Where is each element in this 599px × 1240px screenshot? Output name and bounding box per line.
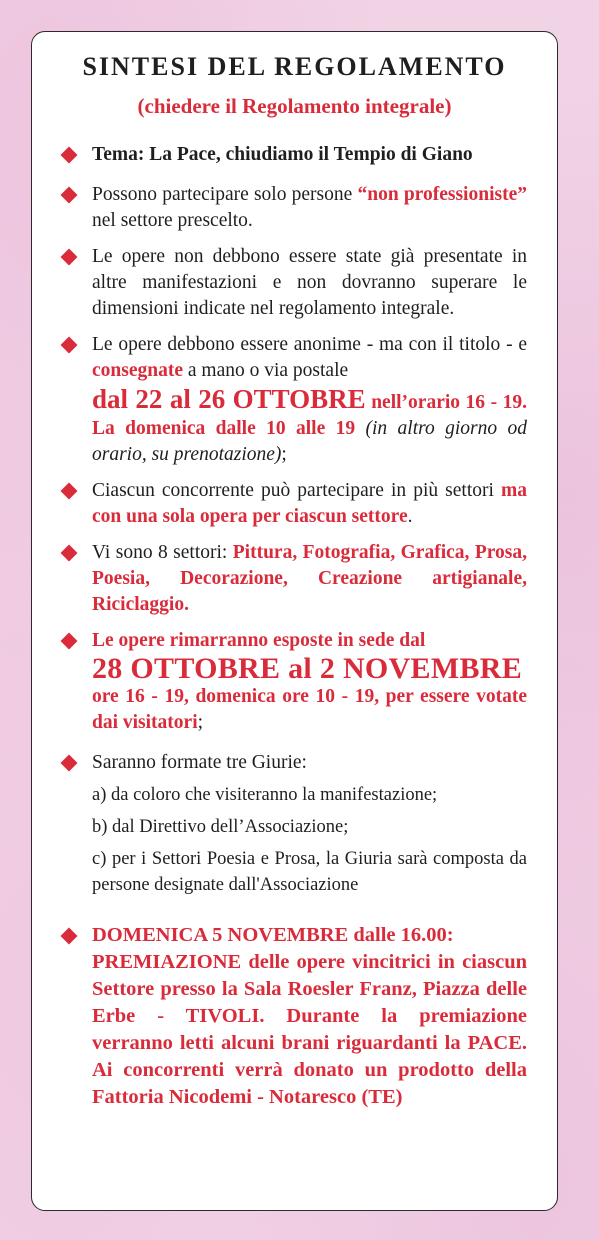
consegnate-highlight: consegnate — [92, 360, 183, 381]
rules-list — [62, 142, 527, 1111]
partecipare-text-end: nel settore prescelto. — [92, 210, 253, 231]
consegna-end: ; — [281, 444, 287, 465]
concorrente-end: . — [407, 506, 413, 527]
esposte-orario: ore 16 - 19, domenica ore 10 - 19, per essere votate dai visitatori — [92, 686, 527, 733]
diamond-bullet-icon — [61, 633, 78, 650]
list-item-consegna — [62, 332, 527, 468]
premiazione-heading: DOMENICA 5 NOVEMBRE dalle 16.00: — [92, 924, 454, 946]
anonime-text: Le opere debbono essere anonime - ma con il titolo - e — [92, 334, 527, 355]
diamond-bullet-icon — [61, 147, 78, 164]
anonime-text-end: a mano o via postale — [183, 360, 349, 381]
rules-summary-panel — [31, 31, 558, 1211]
opere-dimensioni-text: Le opere non debbono essere state già presentate in altre manifestazioni e non dovranno superare le dimensioni indicate nel regolamento integrale. — [92, 246, 527, 319]
esposte-text: Le opere rimarranno esposte in sede dal — [92, 630, 426, 651]
diamond-bullet-icon — [61, 187, 78, 204]
settori-list: Pittura, Fotografia, Grafica, Prosa, Poesia, Decorazione, Creazione artigianale, Riciclaggio. — [92, 542, 528, 615]
giuria-c: c) per i Settori Poesia e Prosa, la Giuria sarà composta da persone designate dall'Associazione — [92, 849, 527, 895]
premiazione-text: PREMIAZIONE delle opere vincitrici in ciascun Settore presso la Sala Roesler Franz, Piazza delle Erbe - TIVOLI. Durante la premiazione verranno letti alcuni brani riguardanti la PACE. Ai concorrenti verrà donato un prodotto della Fattoria Nicodemi - Notaresco (TE) — [92, 951, 527, 1108]
diamond-bullet-icon — [61, 545, 78, 562]
list-item-concorrente — [62, 478, 527, 530]
list-item-premiazione — [62, 922, 527, 1111]
page-subtitle: (chiedere il Regolamento integrale) — [137, 94, 452, 118]
consegna-dates: dal 22 al 26 OTTOBRE — [92, 384, 366, 414]
consegna-orario: nell’orario 16 - 19. La domenica dalle 10 alle 19 — [92, 392, 527, 439]
list-item-esposizione — [62, 628, 527, 736]
una-sola-opera-highlight: ma con una sola opera per ciascun settore — [92, 480, 527, 527]
diamond-bullet-icon — [61, 483, 78, 500]
partecipare-text: Possono partecipare solo persone — [92, 184, 358, 205]
diamond-bullet-icon — [61, 337, 78, 354]
premiazione-body — [92, 949, 527, 1111]
giuria-a: a) da coloro che visiteranno la manifestazione; — [92, 785, 438, 805]
giurie-text: Saranno formate tre Giurie: — [92, 752, 307, 773]
list-item-opere-dimensioni — [62, 244, 527, 322]
tema-text: Tema: La Pace, chiudiamo il Tempio di Giano — [92, 144, 473, 165]
settori-text: Vi sono 8 settori: — [92, 542, 233, 563]
esposizione-dates: 28 OTTOBRE al 2 NOVEMBRE — [92, 652, 523, 685]
list-item-giurie — [62, 750, 527, 898]
page-title: SINTESI DEL REGOLAMENTO — [82, 52, 507, 81]
concorrente-text: Ciascun concorrente può partecipare in più settori — [92, 480, 501, 501]
diamond-bullet-icon — [61, 249, 78, 266]
esposte-end: ; — [197, 712, 204, 733]
list-item-settori — [62, 540, 527, 618]
diamond-bullet-icon — [61, 755, 78, 772]
list-item-partecipanti — [62, 182, 527, 234]
non-professionisti-highlight: “non professioniste” — [357, 184, 527, 205]
list-item-tema — [62, 142, 527, 168]
giuria-b: b) dal Direttivo dell’Associazione; — [92, 817, 349, 837]
diamond-bullet-icon — [61, 928, 78, 945]
consegna-prenotazione: (in altro giorno od orario, su prenotazione) — [92, 418, 527, 465]
